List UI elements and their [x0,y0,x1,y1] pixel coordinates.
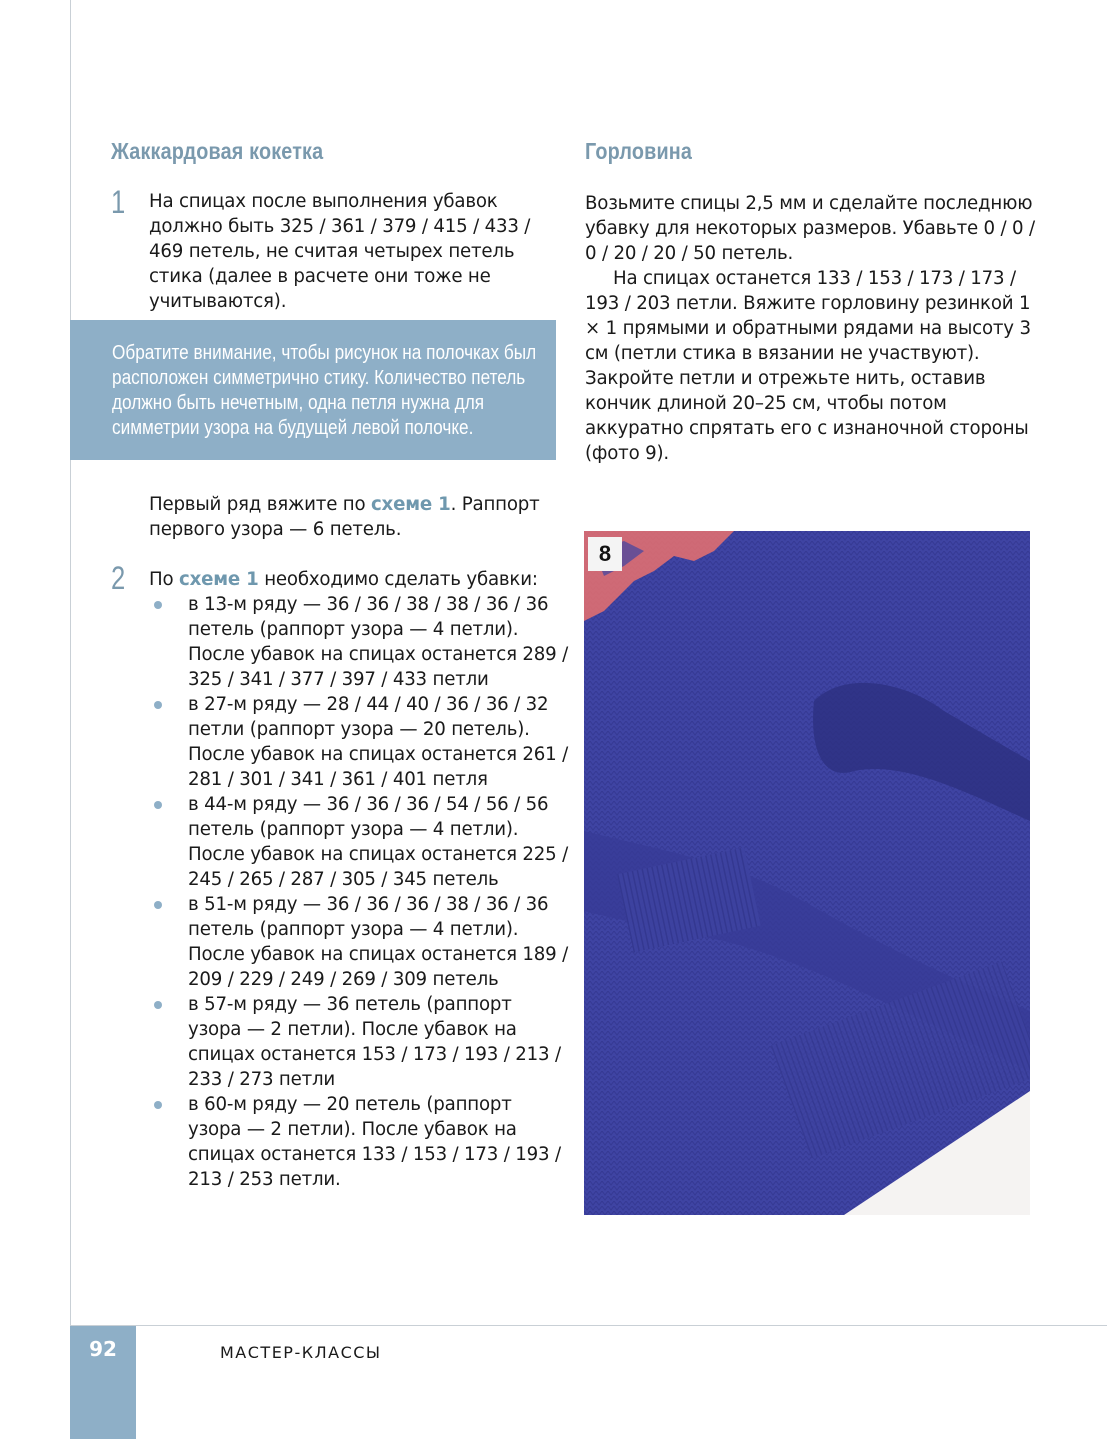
sweater-illustration [584,531,1030,1215]
list-item [149,1092,569,1192]
list-item-text: в 57-м ряду — 36 петель (раппорт узора — 2 петли). После убавок на спицах останется 153 / 173 / 193 / 213 / 233 / 273 петли [188,994,561,1090]
page-number: 92 [89,1337,117,1361]
bullet-icon [154,1101,162,1109]
list-item-text: в 44-м ряду — 36 / 36 / 36 / 54 / 56 / 56 петель (раппорт узора — 4 петли). После убавок на спицах останется 225 / 245 / 265 / 287 / 305 / 345 петель [188,794,569,890]
list-item-text: в 27-м ряду — 28 / 44 / 40 / 36 / 36 / 32 петли (раппорт узора — 20 петель). После убавок на спицах останется 261 / 281 / 301 / 341 / 361 / 401 петля [188,694,569,790]
list-item [149,992,569,1092]
bullet-icon [154,601,162,609]
footer-divider [70,1325,1107,1326]
bullet-icon [154,1001,162,1009]
scheme-link[interactable]: схеме 1 [179,569,259,590]
step1-text: На спицах после выполнения убавок должно быть 325 / 361 / 379 / 415 / 433 / 469 петель, не считая четырех петель стика (далее в расчете они тоже не учитываются). [149,191,531,312]
step-number-2: 2 [111,560,126,596]
first-row-text-after: . Раппорт первого узора — 6 петель. [149,494,540,540]
photo-number-badge: 8 [588,537,622,571]
step-number-1: 1 [111,184,126,220]
list-item [149,692,569,792]
bullet-icon [154,701,162,709]
list-item [149,892,569,992]
page-margin-line [70,0,71,1326]
list-item-text: в 13-м ряду — 36 / 36 / 38 / 38 / 36 / 36 петель (раппорт узора — 4 петли). После убавок на спицах останется 289 / 325 / 341 / 377 / 397 / 433 петли [188,594,569,690]
step2-text-before: По [149,569,179,590]
neckline-paragraph-2-text: На спицах останется 133 / 153 / 173 / 173 / 193 / 203 петли. Вяжите горловину резинкой 1 × 1 прямыми и обратными рядами на высоту 3 см (петли стика в вязании не участвуют). Закройте петли и отрежьте нить, оставив кончик длиной 20–25 см, чтобы потом аккуратно спрятать его с изнаночной стороны (фото 9). [585,268,1031,464]
list-item-text: в 60-м ряду — 20 петель (раппорт узора — 2 петли). После убавок на спицах останется 133 / 153 / 173 / 193 / 213 / 253 петли. [188,1094,561,1190]
step2-text-after: необходимо сделать убавки: [258,569,538,590]
list-item [149,592,569,692]
step2-intro [149,567,569,592]
footer-section-name: МАСТЕР-КЛАССЫ [220,1343,382,1362]
decrease-list [149,592,569,1192]
first-row-text-before: Первый ряд вяжите по [149,494,371,515]
section-heading-jacquard: Жаккардовая кокетка [111,138,324,164]
note-text: Обратите внимание, чтобы рисунок на полочках был расположен симметрично стику. Количество петель должно быть нечетным, одна петля нужна для симметрии узора на будущей левой полочке. [112,342,537,439]
first-row-paragraph [149,492,569,542]
neckline-paragraph-2 [585,266,1035,466]
section-heading-neckline: Горловина [585,138,693,164]
bullet-icon [154,901,162,909]
bullet-icon [154,801,162,809]
list-item [149,792,569,892]
scheme-link[interactable]: схеме 1 [370,494,451,515]
knitted-sweater-photo [584,531,1030,1215]
list-item-text: в 51-м ряду — 36 / 36 / 36 / 38 / 36 / 36 петель (раппорт узора — 4 петли). После убавок на спицах останется 189 / 209 / 229 / 249 / 269 / 309 петель [188,894,569,990]
neckline-paragraph-1: Возьмите спицы 2,5 мм и сделайте последнюю убавку для некоторых размеров. Убавьте 0 / 0 / 0 / 20 / 20 / 50 петель. [585,193,1035,264]
